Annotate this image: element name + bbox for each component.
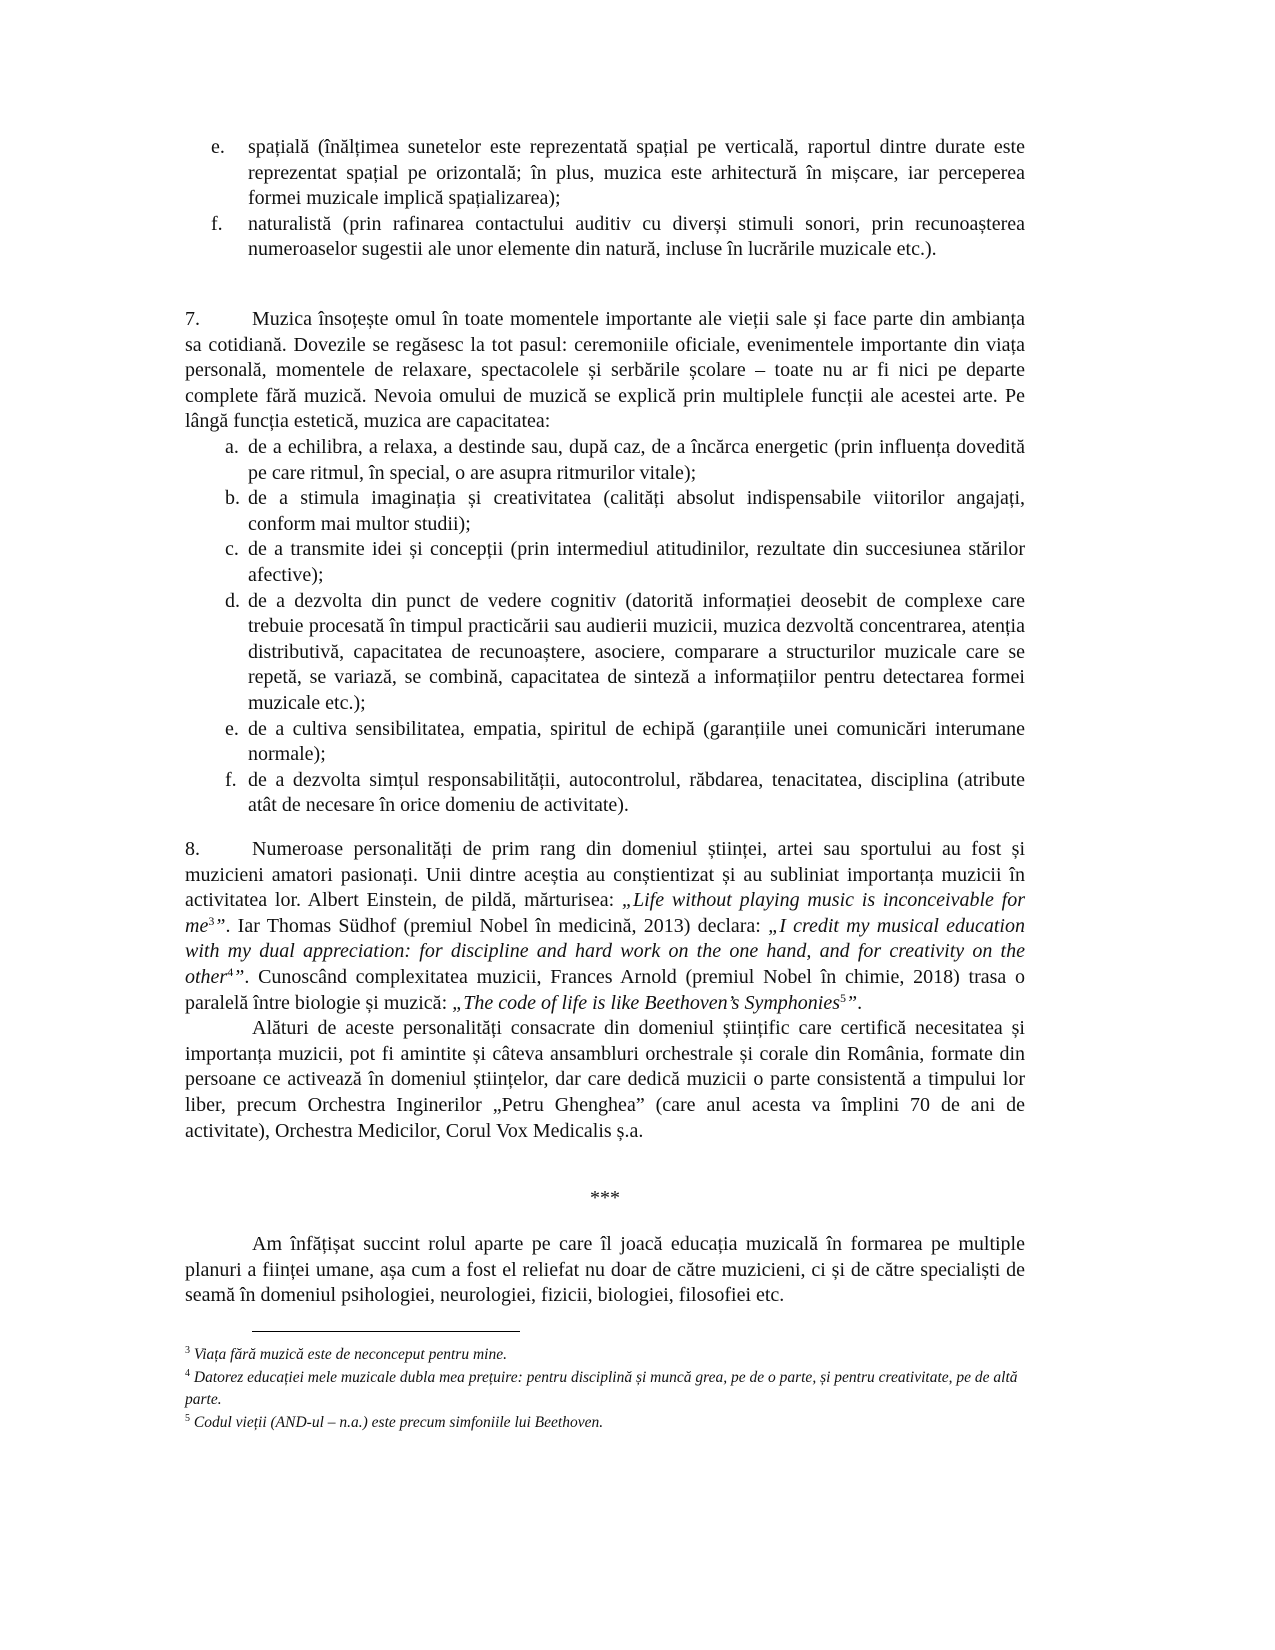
footnote-number: 4 [185,1368,190,1379]
list-item [185,486,1025,537]
quote-close: ” [846,991,858,1014]
footnote [185,1344,1025,1366]
list-continuation [185,135,1025,263]
quote-close: ” [233,965,245,988]
list-marker: a. [225,435,239,458]
list-text: spațială (înălțimea sunetelor este reprezentată spațial pe verticală, raportul dintre durate este reprezentat spațial pe orizontală; în plus, muzica este arhitectură în mișcare, iar perceperea formei muzicale implică spațializarea); [248,136,1025,210]
paragraph-7 [185,307,1025,435]
list-marker: e. [225,717,239,740]
list-item [185,435,1025,486]
list-item [185,589,1025,717]
text: . [857,991,863,1014]
closing-paragraph: Am înfățișat succint rolul aparte pe care îl joacă educația muzicală în formarea pe multiple planuri a ființei umane, așa cum a fost el reliefat nu doar de către muzicieni, ci și de către specialiști de seamă în domeniul psihologiei, neurologiei, fizicii, biologiei, filosofiei etc. [185,1233,1025,1307]
section-8 [185,837,1025,1144]
list-marker: c. [225,538,239,561]
list-item [185,537,1025,588]
quote-einstein: „Life without playing music is inconceivable for me [185,889,1025,937]
section-7 [185,307,1025,819]
closing-section [185,1232,1025,1309]
section-number: 7. [185,308,200,330]
quote-arnold: „The code of life is like Beethoven’s Symphonies [452,991,840,1014]
list-text: de a echilibra, a relaxa, a destinde sau, după caz, de a încărca energetic (prin influența dovedită pe care ritmul, în special, o are asupra ritmurilor vitale); [248,435,1025,484]
footnote-ref: 3 [208,913,215,928]
footnote-text: Codul vieții (AND-ul – n.a.) este precum simfoniile lui Beethoven. [193,1414,604,1431]
footnote-ref: 4 [227,964,234,979]
footnote-text: Viața fără muzică este de neconceput pentru mine. [193,1346,507,1363]
list-item [185,717,1025,768]
quote-close: ” [214,914,226,937]
list-item [185,768,1025,819]
list-marker: f. [211,212,223,235]
footnote-separator [252,1331,520,1332]
paragraph-8 [185,837,1025,1016]
list-text: de a transmite idei și concepții (prin intermediul atitudinilor, rezultate din succesiunea stărilor afective); [248,538,1025,586]
footnote [185,1367,1025,1411]
paragraph-text: Muzica însoțește omul în toate momentele importante ale vieții sale și face parte din ambianța sa cotidiană. Dovezile se regăsesc la tot pasul: ceremoniile oficiale, evenimentele importante din viața personală, momentele de relaxare, spectacolele și serbările școlare – toate nu ar fi nici pe departe complete fără muzică. Nevoia omului de muzică se explică prin multiplele funcții ale acestei arte. Pe lângă funcția estetică, muzica are capacitatea: [185,308,1025,433]
list-marker: b. [225,487,240,510]
footnote-number: 5 [185,1413,190,1424]
footnote-text: Datorez educației mele muzicale dubla mea prețuire: pentru disciplină și muncă grea, pe de o parte, și pentru creativitate, pe de altă parte. [185,1369,1018,1408]
footnote-ref: 5 [840,990,846,1005]
list-text: de a dezvolta din punct de vedere cognitiv (datorită informației deosebit de complexe care trebuie procesată în timpul practicării sau audierii muzicii, muzica dezvoltă concentrarea, atenția distributivă, capacitatea de recunoaștere, asociere, comparare a structurilor muzicale care se repetă, se variază, se combină, capacitatea de sinteză a informațiilor pentru detectarea formei muzicale etc.); [248,589,1025,714]
section-number: 8. [185,838,200,860]
text: . Cunoscând complexitatea muzicii, Frances Arnold (premiul Nobel în chimie, 2018) trasa o paralelă între biologie și muzică: [185,965,1025,1014]
quote-sudhof: „I credit my musical education with my dual appreciation: for discipline and hard work on the one hand, and for creativity on the other [185,914,1025,988]
footnote [185,1412,1025,1434]
list-item [185,212,1025,263]
list-text: naturalistă (prin rafinarea contactului auditiv cu diverși stimuli sonori, prin recunoașterea numeroaselor sugestii ale unor elemente din natură, incluse în lucrările muzicale etc.). [248,212,1025,261]
list-marker: d. [225,589,240,612]
footnote-number: 3 [185,1345,190,1356]
list-item [185,135,1025,212]
list-text: de a stimula imaginația și creativitatea (calități absolut indispensabile viitorilor angajați, conform mai multor studii); [248,487,1025,535]
list-text: de a cultiva sensibilitatea, empatia, spiritul de echipă (garanțiile unei comunicări interumane normale); [248,717,1025,766]
text: . Iar Thomas Südhof (premiul Nobel în medicină, 2013) declara: [225,914,769,937]
function-list [185,435,1025,819]
list-marker: e. [211,136,225,158]
list-text: de a dezvolta simțul responsabilității, autocontrolul, răbdarea, tenacitatea, disciplina (atribute atât de necesare în orice domeniu de activitate). [248,768,1025,817]
list-marker: f. [225,768,237,791]
text: Numeroase personalități de prim rang din domeniul științei, artei sau sportului au fost și muzicieni amatori pasionați. Unii dintre aceștia au conștientizat și au subliniat importanța muzicii în activitatea lor. Albert Einstein, de pildă, mărturisea: [185,838,1025,912]
paragraph: Alături de aceste personalități consacrate din domeniul științific care certifică necesitatea și importanța muzicii, pot fi amintite și câteva ansambluri orchestrale și corale din România, formate din persoane ce activează în domeniul științelor, dar care dedică muzicii o parte consistentă a timpului lor liber, precum Orchestra Inginerilor „Petru Ghenghea” (care anul acesta va împlini 70 de ani de activitate), Orchestra Medicilor, Corul Vox Medicalis ș.a. [185,1017,1025,1142]
section-separator: *** [590,1187,620,1209]
